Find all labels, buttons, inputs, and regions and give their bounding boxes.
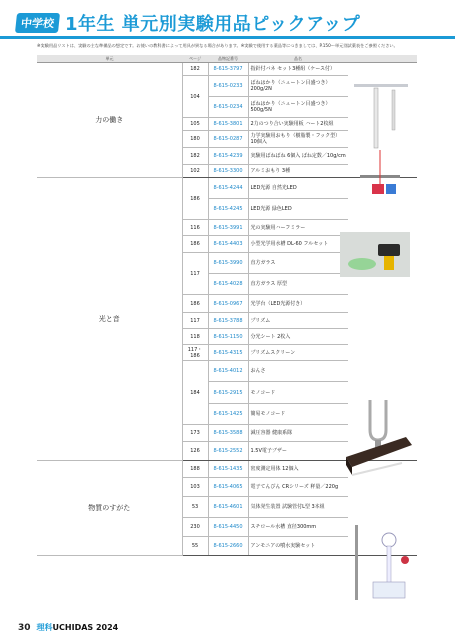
title-divider (0, 36, 455, 39)
unit-cell: 光と音 (37, 178, 182, 461)
product-code-link[interactable]: 8-615-3991 (208, 220, 248, 236)
product-code-link[interactable]: 8-615-0234 (208, 97, 248, 118)
product-code-link[interactable]: 8-615-4012 (208, 361, 248, 382)
image-cell (348, 329, 417, 345)
product-code-link[interactable]: 8-615-4028 (208, 274, 248, 295)
product-code-link[interactable]: 8-615-3801 (208, 118, 248, 131)
product-name: おんさ (248, 361, 348, 382)
page-header (16, 8, 360, 38)
image-cell (348, 497, 417, 518)
product-code-link[interactable]: 8-615-4239 (208, 148, 248, 165)
col-unit-header: 単元 (37, 55, 182, 63)
page-cell: 188 (182, 461, 208, 478)
product-name: プリズムスクリーン (248, 345, 348, 361)
product-name: ばねはかり（ニュートン目盛つき）500g/5N (248, 97, 348, 118)
page-cell: 102 (182, 165, 208, 178)
product-name: 直方ガラス (248, 253, 348, 274)
table-header-row (37, 55, 417, 63)
tuning-fork-photo (342, 395, 414, 480)
col-page-header: ページ (182, 55, 208, 63)
page-cell: 126 (182, 442, 208, 461)
product-code-link[interactable]: 8-615-4065 (208, 478, 248, 497)
product-code-link[interactable]: 8-615-0967 (208, 295, 248, 313)
page-cell: 186 (182, 236, 208, 253)
page-footer (18, 622, 118, 633)
product-name: アンモニアの噴水実験セット (248, 537, 348, 556)
image-cell (348, 295, 417, 313)
product-code-link[interactable]: 8-615-0233 (208, 76, 248, 97)
page-cell: 173 (182, 425, 208, 442)
product-name: 減圧容器 健康系隊 (248, 425, 348, 442)
product-code-link[interactable]: 8-615-4245 (208, 199, 248, 220)
product-name: モノコード (248, 382, 348, 404)
glassware-photo (345, 520, 413, 605)
product-code-link[interactable]: 8-615-3788 (208, 313, 248, 329)
page-cell: 186 (182, 295, 208, 313)
col-code-header: 品物記番号 (208, 55, 248, 63)
page-cell: 117・186 (182, 345, 208, 361)
page-cell: 53 (182, 497, 208, 518)
school-level-badge: 中学校 (15, 13, 60, 33)
image-cell (348, 478, 417, 497)
product-code-link[interactable]: 8-615-4450 (208, 518, 248, 537)
product-code-link[interactable]: 8-615-2660 (208, 537, 248, 556)
product-name: アルミおもり 3種 (248, 165, 348, 178)
product-name: 分光シート 2枚入 (248, 329, 348, 345)
product-code-link[interactable]: 8-615-3300 (208, 165, 248, 178)
product-name: 密度測定用体 12個入 (248, 461, 348, 478)
product-name: プリズム (248, 313, 348, 329)
page-cell: 118 (182, 329, 208, 345)
col-name-header: 品名 (248, 55, 348, 63)
product-name: 光の実験用ハーフミラー (248, 220, 348, 236)
product-code-link[interactable]: 8-615-1435 (208, 461, 248, 478)
unit-cell: 物質のすがた (37, 461, 182, 556)
spring-scale-photo (352, 80, 410, 200)
product-name: 電子てんびん CRシリーズ 秤量／220g (248, 478, 348, 497)
product-name: 指針付バネ セット3種組（ケース付） (248, 63, 348, 76)
page-title: 1年生 単元別実験用品ピックアップ (65, 14, 361, 35)
page-cell: 105 (182, 118, 208, 131)
product-code-link[interactable]: 8-615-4601 (208, 497, 248, 518)
product-name: 簡易モノコード (248, 404, 348, 425)
product-code-link[interactable]: 8-615-3990 (208, 253, 248, 274)
product-name: 気体発生装置 試験管付L型 3本組 (248, 497, 348, 518)
product-code-link[interactable]: 8-615-3797 (208, 63, 248, 76)
product-code-link[interactable]: 8-615-4244 (208, 178, 248, 199)
table-row (37, 63, 417, 76)
page-cell: 116 (182, 220, 208, 236)
product-name: 実験用ばねばね 6個入 ばね定数／10g/cm (248, 148, 348, 165)
product-code-link[interactable]: 8-615-2552 (208, 442, 248, 461)
page-note: ※実験用品リストは、実験の主な準備品の想定です。お使いの教科書によって用具が異なる場合があります。※実験で使用する薬品等につきましては、P.150～単元別試薬表をご参照ください。 (37, 43, 398, 48)
product-code-link[interactable]: 8-615-1150 (208, 329, 248, 345)
page-cell: 230 (182, 518, 208, 537)
unit-cell: 力の働き (37, 63, 182, 178)
brand-logo (37, 622, 119, 633)
product-name: 2力のつり合い実験用板 ハート2枚組 (248, 118, 348, 131)
page-cell: 182 (182, 148, 208, 165)
page-cell: 55 (182, 537, 208, 556)
image-cell (348, 345, 417, 361)
brand-name: UCHIDAS 2024 (52, 623, 119, 632)
page-cell: 184 (182, 361, 208, 425)
product-name: 1.5V電子ブザー (248, 442, 348, 461)
page-cell: 180 (182, 131, 208, 148)
product-name: 光学台（LED光源付き） (248, 295, 348, 313)
product-name: スチロール水槽 直径300mm (248, 518, 348, 537)
product-code-link[interactable]: 8-615-0287 (208, 131, 248, 148)
product-name: ばねはかり（ニュートン目盛つき）200g/2N (248, 76, 348, 97)
product-code-link[interactable]: 8-615-1425 (208, 404, 248, 425)
page-cell: 182 (182, 63, 208, 76)
page-cell: 104 (182, 76, 208, 118)
image-cell (348, 313, 417, 329)
product-name: 力学実験用おもり（樹脂製・フック型）10個入 (248, 131, 348, 148)
product-code-link[interactable]: 8-615-3588 (208, 425, 248, 442)
brand-prefix: 理科 (36, 623, 53, 632)
product-code-link[interactable]: 8-615-4403 (208, 236, 248, 253)
led-light-photo (340, 232, 410, 277)
product-code-link[interactable]: 8-615-4315 (208, 345, 248, 361)
image-cell (348, 63, 417, 76)
product-name: 直方ガラス 厚型 (248, 274, 348, 295)
col-image-header (348, 55, 417, 63)
product-code-link[interactable]: 8-615-2915 (208, 382, 248, 404)
image-cell (348, 361, 417, 382)
product-name: LED光源 自然光LED (248, 178, 348, 199)
page-cell: 117 (182, 313, 208, 329)
page-cell: 117 (182, 253, 208, 295)
page-number: 30 (18, 622, 31, 633)
image-cell (348, 199, 417, 220)
page-cell: 103 (182, 478, 208, 497)
product-name: LED光源 緑色LED (248, 199, 348, 220)
page-cell: 186 (182, 178, 208, 220)
product-name: 小型光学用水槽 DL-60 フルセット (248, 236, 348, 253)
